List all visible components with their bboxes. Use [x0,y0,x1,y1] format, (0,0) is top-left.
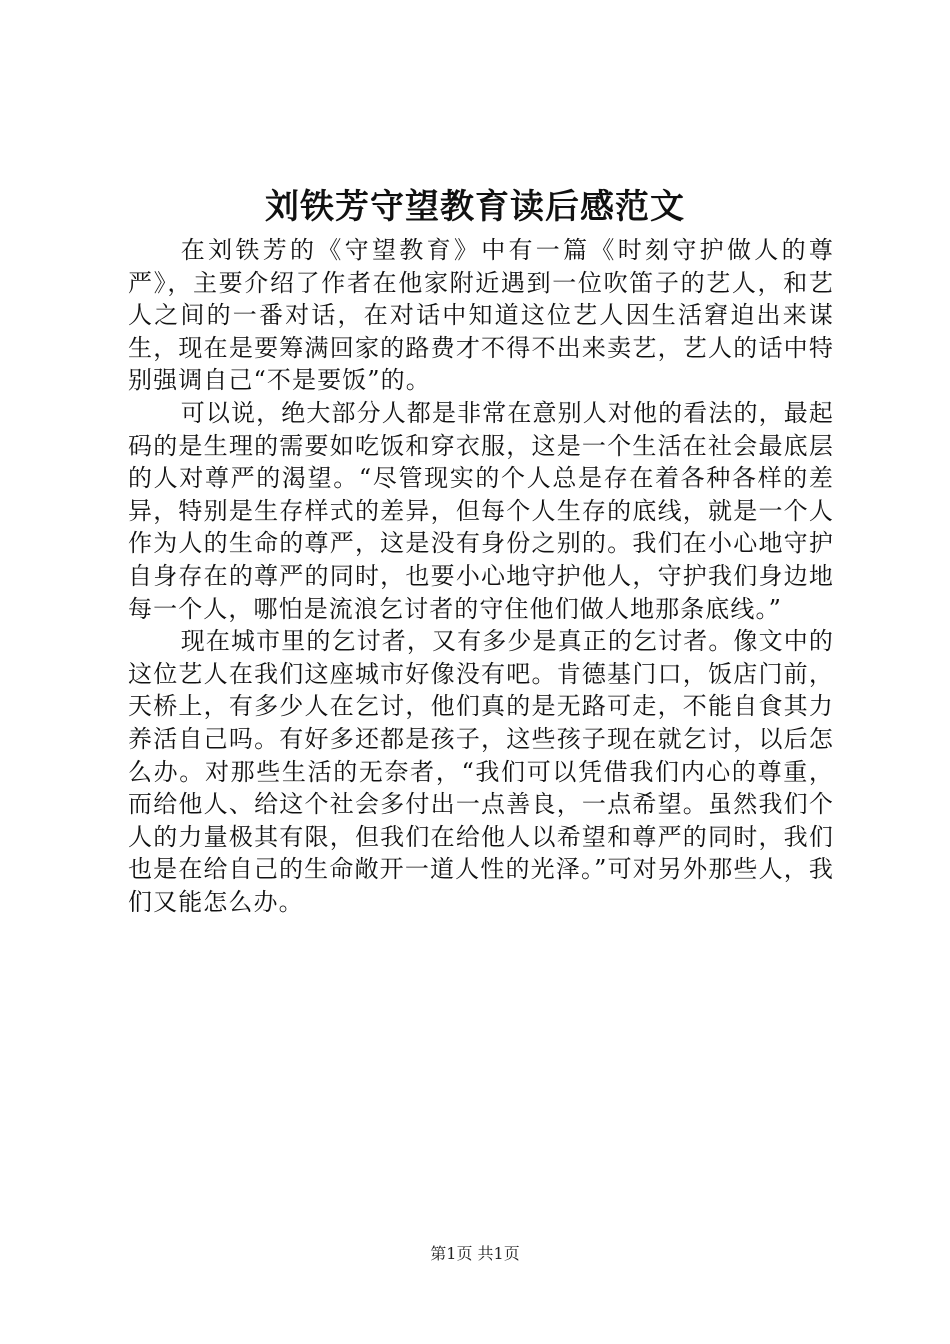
paragraph: 在刘铁芳的《守望教育》中有一篇《时刻守护做人的尊严》，主要介绍了作者在他家附近遇到一位吹笛子的艺人，和艺人之间的一番对话，在对话中知道这位艺人因生活窘迫出来谋生，现在是要筹满回家的路费才不得不出来卖艺，艺人的话中特别强调自己“不是要饭”的。 [128,236,834,395]
paragraph: 现在城市里的乞讨者，又有多少是真正的乞讨者。像文中的这位艺人在我们这座城市好像没有吧。肯德基门口，饭店门前，天桥上，有多少人在乞讨，他们真的是无路可走，不能自食其力养活自己吗。有好多还都是孩子，这些孩子现在就乞讨，以后怎么办。对那些生活的无奈者，“我们可以凭借我们内心的尊重，而给他人、给这个社会多付出一点善良，一点希望。虽然我们个人的力量极其有限，但我们在给他人以希望和尊严的同时，我们也是在给自己的生命敞开一道人性的光泽。”可对另外那些人，我们又能怎么办。 [128,627,834,916]
document-body [128,234,834,918]
page-footer: 第1页 共1页 [430,1244,520,1263]
paragraph: 可以说，绝大部分人都是非常在意别人对他的看法的，最起码的是生理的需要如吃饭和穿衣服，这是一个生活在社会最底层的人对尊严的渴望。“尽管现实的个人总是存在着各种各样的差异，特别是生存样式的差异，但每个人生存的底线，就是一个人作为人的生命的尊严，这是没有身份之别的。我们在小心地守护自身存在的尊严的同时，也要小心地守护他人，守护我们身边地每一个人，哪怕是流浪乞讨者的守住他们做人地那条底线。” [128,398,834,623]
document-title: 刘铁芳守望教育读后感范文 [265,187,685,227]
